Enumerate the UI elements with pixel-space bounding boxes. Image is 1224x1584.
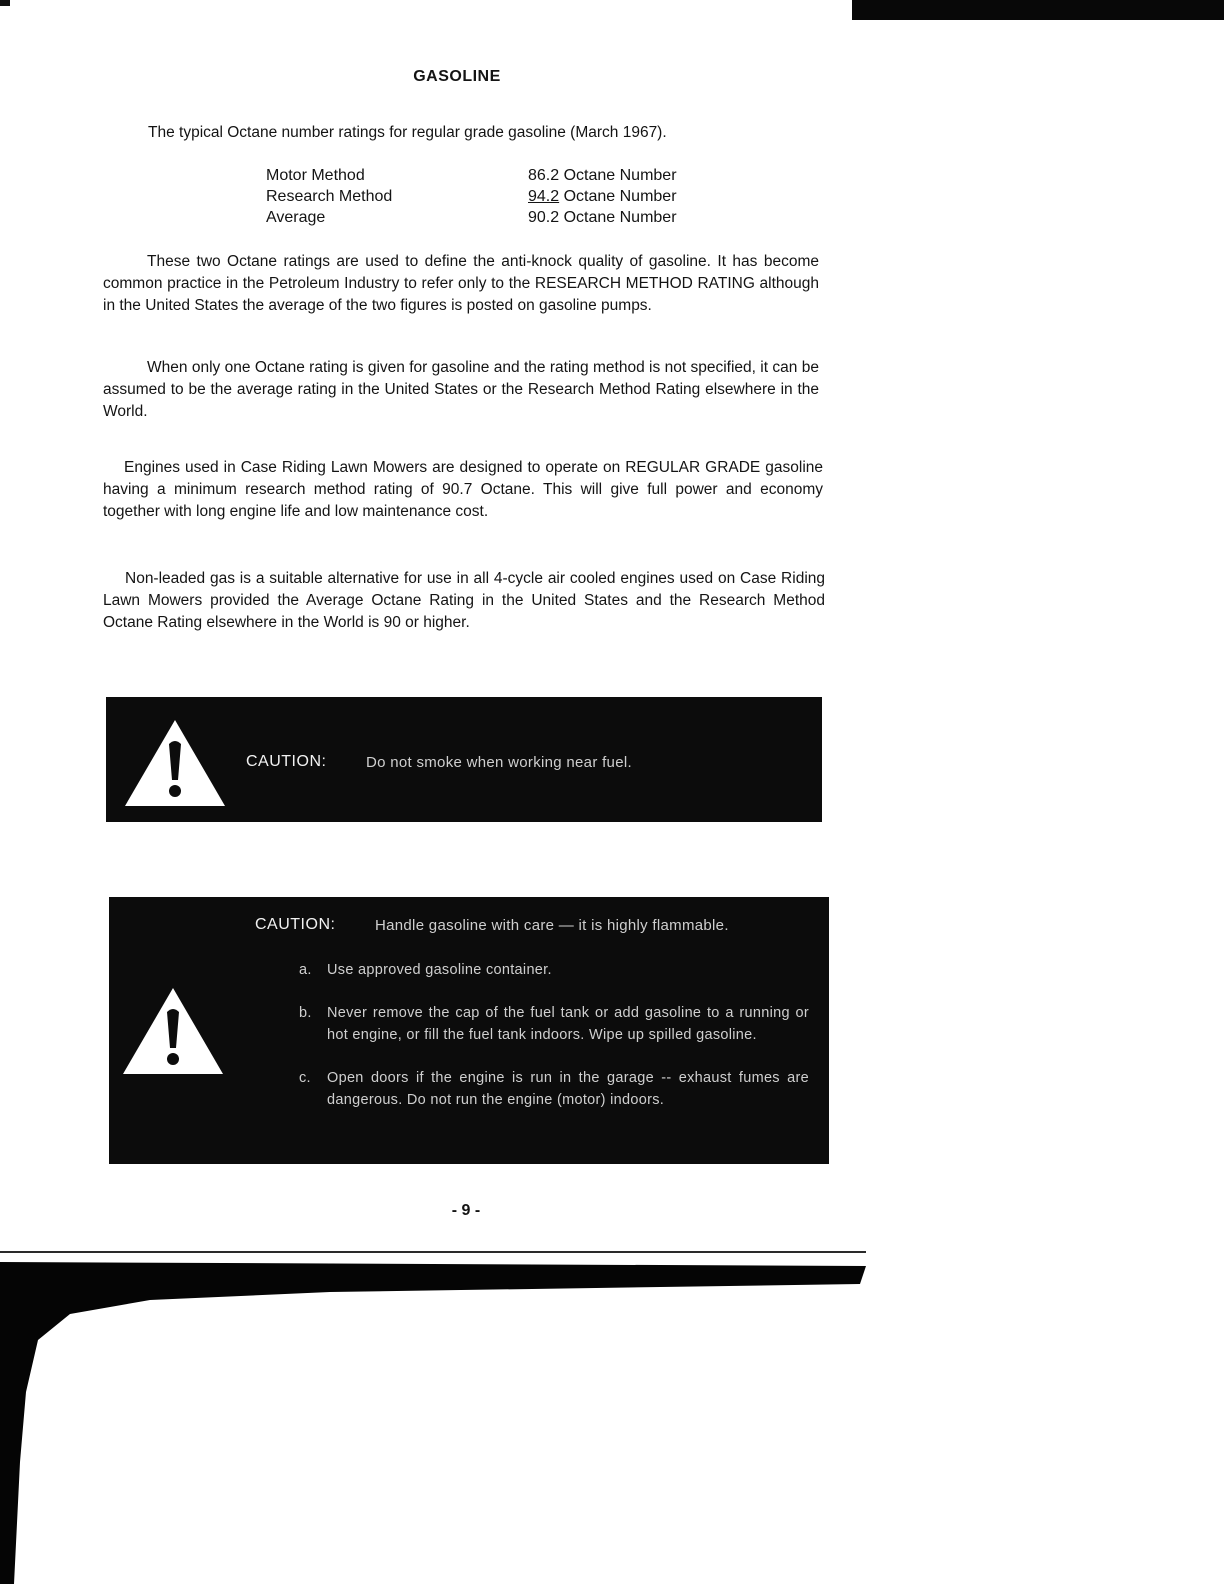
caution-list <box>299 959 809 1132</box>
octane-number: 86.2 <box>528 167 560 184</box>
list-item <box>299 1067 809 1111</box>
octane-method: Average <box>266 209 326 226</box>
octane-ratings-table <box>266 165 716 228</box>
page-title: GASOLINE <box>413 68 501 85</box>
octane-unit: Octane Number <box>563 188 677 205</box>
paragraph-text: These two Octane ratings are used to define the anti-knock quality of gasoline. It has become common practice in the Petroleum Industry to refer only to the RESEARCH METHOD RATING although in the United States the average of the two figures is posted on gasoline pumps. <box>103 253 819 314</box>
caution-box-smoking <box>106 697 822 822</box>
octane-number: 90.2 <box>528 209 560 226</box>
octane-number: 94.2 <box>528 188 560 205</box>
octane-row-average <box>266 207 716 228</box>
bottom-rule <box>0 1251 866 1253</box>
warning-triangle-icon <box>121 986 225 1076</box>
list-marker: a. <box>299 962 312 978</box>
octane-row-research <box>266 186 716 207</box>
paragraph-text: Non-leaded gas is a suitable alternative for use in all 4-cycle air cooled engines used on Case Riding Lawn Mowers provided the Average Octane Rating in the United States and the Research Method Octane Rating elsewhere in the World is 90 or higher. <box>103 570 825 631</box>
octane-value <box>528 165 677 186</box>
octane-value <box>528 207 677 228</box>
paragraph-octane-ratings <box>103 251 819 317</box>
intro-sentence: The typical Octane number ratings for regular grade gasoline (March 1967). <box>148 124 667 141</box>
octane-value <box>528 186 677 207</box>
page-number: - 9 - <box>451 1202 481 1219</box>
octane-row-motor <box>266 165 716 186</box>
list-item <box>299 1002 809 1046</box>
paragraph-regular-grade <box>103 457 823 523</box>
list-text: Use approved gasoline container. <box>327 962 552 978</box>
paragraph-text: When only one Octane rating is given for gasoline and the rating method is not specified, it can be assumed to be the average rating in the United States or the Research Method Rating elsewhere in the World. <box>103 359 819 420</box>
paragraph-single-rating <box>103 357 819 423</box>
paragraph-text: Engines used in Case Riding Lawn Mowers are designed to operate on REGULAR GRADE gasoline having a minimum research method rating of 90.7 Octane. This will give full power and economy together with long engine life and low maintenance cost. <box>103 459 823 520</box>
list-marker: b. <box>299 1005 312 1021</box>
octane-method: Motor Method <box>266 167 365 184</box>
caution-text: Do not smoke when working near fuel. <box>366 754 632 771</box>
warning-triangle-icon <box>123 718 227 808</box>
scan-top-edge <box>852 0 1224 20</box>
list-marker: c. <box>299 1070 311 1086</box>
list-text: Open doors if the engine is run in the garage -- exhaust fumes are dangerous. Do not run the engine (motor) indoors. <box>327 1070 809 1108</box>
list-item <box>299 959 809 981</box>
octane-unit: Octane Number <box>563 167 677 184</box>
octane-method: Research Method <box>266 188 393 205</box>
caution-text: Handle gasoline with care — it is highly flammable. <box>375 917 729 934</box>
scan-corner-mark <box>0 0 10 6</box>
paragraph-non-leaded <box>103 568 825 634</box>
caution-label: CAUTION: <box>246 753 327 770</box>
list-text: Never remove the cap of the fuel tank or add gasoline to a running or hot engine, or fill the fuel tank indoors. Wipe up spilled gasoline. <box>327 1005 809 1043</box>
octane-unit: Octane Number <box>563 209 677 226</box>
caution-box-flammable <box>109 897 829 1164</box>
scan-bottom-shadow <box>0 1262 1224 1584</box>
caution-label: CAUTION: <box>255 916 336 933</box>
